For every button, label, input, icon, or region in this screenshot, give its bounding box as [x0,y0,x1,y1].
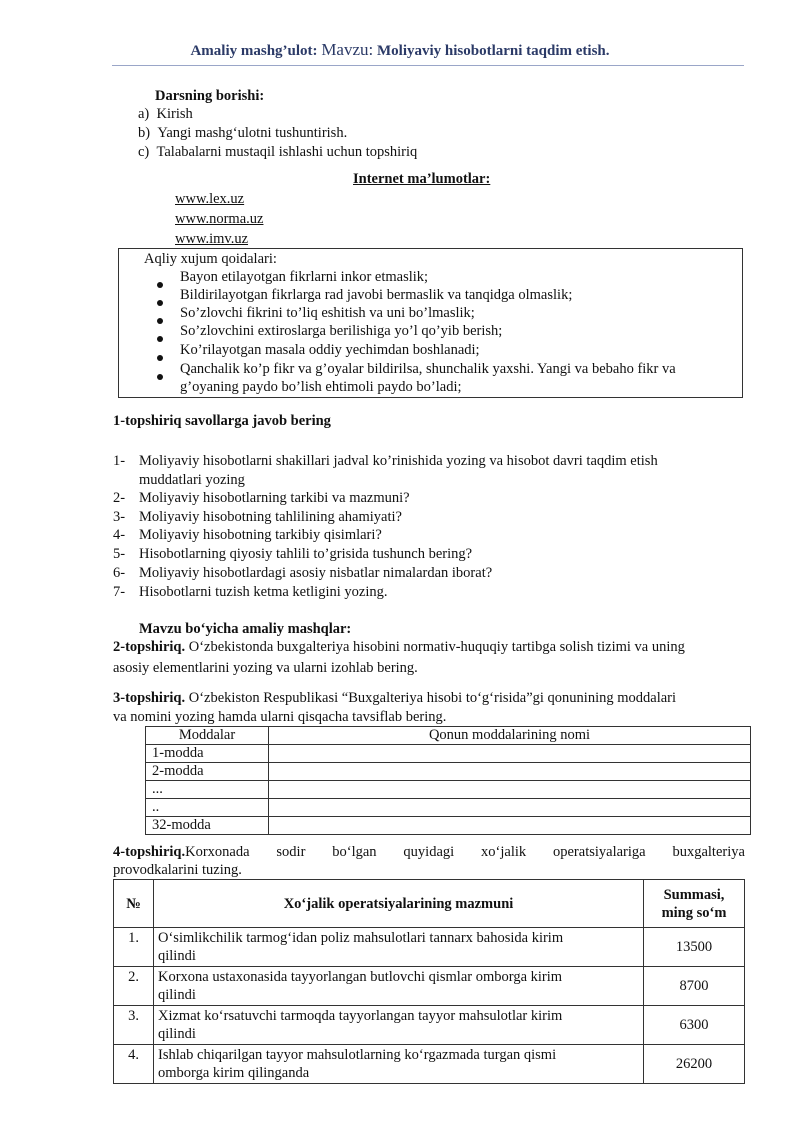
task2-text: O‘zbekistonda buxgalteriya hisobini normativ-huquqiy tartibga solish tizimi va uning [188,639,685,655]
task2-label: 2-topshiriq. [113,639,186,655]
table-row [114,1006,745,1045]
task4-word: quyidagi [403,844,455,860]
table-cell-empty [269,763,751,781]
table-cell-empty [269,781,751,799]
table-cell: 3. [114,1006,154,1045]
table-row [114,928,745,967]
table-header-row [114,880,745,928]
task2-line1 [113,639,685,656]
internet-link[interactable]: www.lex.uz [175,191,245,207]
table-row [114,967,745,1006]
lesson-item-text: Kirish [156,106,193,122]
task4-word: xo‘jalik [481,844,527,860]
law-articles-table [145,726,751,835]
header-title: Moliyaviy hisobotlarni taqdim etish. [377,43,610,59]
table-cell: 6300 [644,1006,745,1045]
lesson-item-marker: a) [138,106,150,122]
internet-link[interactable]: www.imv.uz [175,231,249,247]
table-row [146,781,751,799]
question-number: 6- [113,565,126,581]
operation-line: Ishlab chiqarilgan tayyor mahsulotlarning ko‘rgazmada turgan qismi [158,1047,557,1063]
table-cell-empty [269,799,751,817]
table-cell [154,967,644,1006]
operation-line: omborga kirim qilinganda [158,1065,310,1081]
operation-line: qilindi [158,948,196,964]
table-header-cell [644,880,745,928]
rules-item: Qanchalik ko’p fikr va g’oyalar bildirilsa, shunchalik yaxshi. Yangi va bebaho fikr va [180,361,676,377]
bullet-icon [157,355,163,361]
question-text: Moliyaviy hisobotlardagi asosiy nisbatlar nimalardan iborat? [139,565,493,581]
table-cell: ... [146,781,269,799]
rules-item: Ko’rilayotgan masala oddiy yechimdan boshlanadi; [180,342,480,358]
task4-text: provodkalarini tuzing. [113,862,242,878]
table-cell: 13500 [644,928,745,967]
sum-header-line: ming so‘m [661,904,727,921]
rules-item: g’oyaning paydo bo’lish ehtimoli paydo bo’ladi; [180,379,462,395]
question-text: Moliyaviy hisobotning tahlilining ahamiyati? [139,509,402,525]
task4-label: 4-topshiriq. [113,844,186,860]
operation-line: Korxona ustaxonasida tayyorlangan butlovchi qismlar omborga kirim [158,969,563,985]
table-cell: 26200 [644,1045,745,1084]
table-header-cell: Moddalar [146,727,269,745]
table-row [146,817,751,835]
lesson-item [138,125,347,142]
table-cell: 8700 [644,967,745,1006]
table-row [146,745,751,763]
bullet-icon [157,318,163,324]
table-cell: 2-modda [146,763,269,781]
question-number: 5- [113,546,126,562]
question-text: Hisobotlarning qiyosiy tahlili to’grisida tushunch bering? [139,546,473,562]
task3-label: 3-topshiriq. [113,690,186,706]
bullet-icon [157,282,163,288]
task3-text: O‘zbekiston Respublikasi “Buxgalteriya hisobi to‘g‘risida”gi qonunining moddalari [188,690,677,706]
lesson-item-text: Yangi mashg‘ulotni tushuntirish. [157,125,348,141]
table-header-row [146,727,751,745]
question-text: muddatlari yozing [139,472,245,488]
table-row [146,799,751,817]
question-number: 4- [113,527,126,543]
table-cell: 32-modda [146,817,269,835]
question-text: Moliyaviy hisobotlarning tarkibi va mazmuni? [139,490,410,506]
question-text: Hisobotlarni tuzish ketma ketligini yozing. [139,584,388,600]
table-header-cell: № [114,880,154,928]
table-cell-empty [269,745,751,763]
operation-line: qilindi [158,987,196,1003]
task4-word: buxgalteriya [672,844,745,860]
bullet-icon [157,336,163,342]
table-row [146,763,751,781]
sum-header-line: Summasi, [663,886,725,903]
question-text: Moliyaviy hisobotlarni shakillari jadval ko’rinishida yozing va hisobot davri taqdim etish [139,453,658,469]
table-header-cell: Qonun moddalarining nomi [269,727,751,745]
table-cell: 1. [114,928,154,967]
operation-line: O‘simlikchilik tarmog‘idan poliz mahsulotlari tannarx bahosida kirim [158,930,564,946]
table-cell [154,928,644,967]
internet-link[interactable]: www.norma.uz [175,211,264,227]
operation-line: qilindi [158,1026,196,1042]
task3-text: va nomini yozing hamda ularni qisqacha tavsiflab bering. [113,709,447,725]
rules-item: So’zlovchini extiroslarga berilishiga yo’l qo’yib berish; [180,323,503,339]
table-cell: 4. [114,1045,154,1084]
question-number: 7- [113,584,126,600]
lesson-item-marker: b) [138,125,151,141]
header-prefix: Amaliy mashg’ulot: [190,43,318,59]
table-cell: 1-modda [146,745,269,763]
page-header [0,40,800,60]
task4-word: sodir [276,844,306,860]
question-text: Moliyaviy hisobotning tarkibiy qisimlari? [139,527,382,543]
table-cell [154,1045,644,1084]
task2-text: asosiy elementlarini yozing va ularni izohlab bering. [113,660,418,676]
rules-item: So’zlovchi fikrini to’liq eshitish va uni bo’lmaslik; [180,305,475,321]
table-cell: 2. [114,967,154,1006]
task4-word: Korxonada [185,844,250,860]
task1-heading: 1-topshiriq savollarga javob bering [113,413,331,429]
header-divider [112,65,744,66]
task4-word: bo‘lgan [332,844,377,860]
bullet-icon [157,374,163,380]
bullet-icon [157,300,163,306]
question-number: 2- [113,490,126,506]
task4-line1 [113,844,745,861]
header-topic-word: Mavzu: [321,40,374,59]
lesson-heading: Darsning borishi: [155,88,265,104]
task4-word: operatsiyalariga [553,844,646,860]
question-number: 3- [113,509,126,525]
lesson-item [138,144,417,161]
lesson-item-marker: c) [138,144,150,160]
operation-line: Xizmat ko‘rsatuvchi tarmoqda tayyorlangan tayyor mahsulotlar kirim [158,1008,563,1024]
table-cell [154,1006,644,1045]
lesson-item-text: Talabalarni mustaqil ishlashi uchun topshiriq [156,144,418,160]
table-row [114,1045,745,1084]
internet-heading: Internet ma’lumotlar: [353,171,491,187]
rules-title: Aqliy xujum qoidalari: [144,251,277,267]
table-cell-empty [269,817,751,835]
table-header-cell: Xo‘jalik operatsiyalarining mazmuni [154,880,644,928]
rules-item: Bayon etilayotgan fikrlarni inkor etmaslik; [180,269,429,285]
rules-item: Bildirilayotgan fikrlarga rad javobi bermaslik va tanqidga olmaslik; [180,287,573,303]
operations-table [113,879,745,1084]
lesson-item [138,106,193,123]
practice-heading: Mavzu bo‘yicha amaliy mashqlar: [139,621,352,637]
table-cell: .. [146,799,269,817]
question-number: 1- [113,453,126,469]
task3-line1 [113,690,676,707]
